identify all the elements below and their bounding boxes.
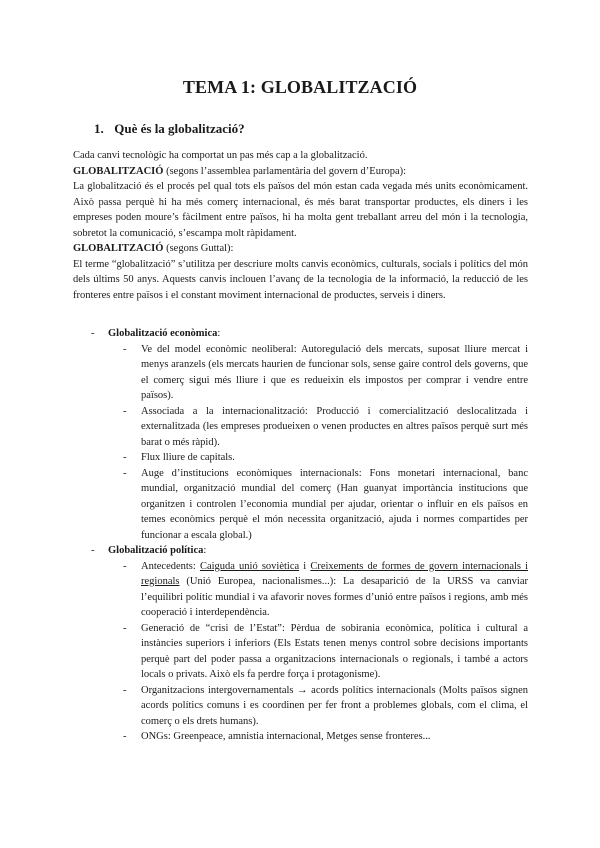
definition-2-text: El terme “globalització” s’utilitza per descriure molts canvis econòmics, culturals, socials i polítics del món dels últims 50 anys. Aquests canvis inclouen l’avanç de la tecnologia de la informació, la reducció de les fronteres entre països i el constant moviment internacional de productes, serveis i diners. xyxy=(73,258,528,301)
list-item xyxy=(108,729,528,745)
section-heading xyxy=(94,121,245,137)
list-item xyxy=(108,559,528,621)
list-item-text: Auge d’institucions econòmiques internacionals: Fons monetari internacional, banc mundial, organització mundial del comerç (Han guanyat importància institucions que organitzen i controlen l’economia mundial per ajudar, orientar o influir en els països en temes econòmics perquè el món necessita organització, ajuda i normes compartides per funcionar a escala global.) xyxy=(141,467,528,541)
connector-text: i xyxy=(299,560,311,572)
definition-source: (segons l’assemblea parlamentària del govern d’Europa): xyxy=(163,165,407,177)
underlined-term: Caiguda unió soviètica xyxy=(199,560,300,572)
item-dash: - xyxy=(123,467,127,479)
definition-source: (segons Guttal): xyxy=(163,243,234,254)
economic-section xyxy=(73,326,528,543)
definition-term: GLOBALITZACIÓ xyxy=(73,243,164,254)
item-dash: - xyxy=(123,560,127,572)
item-dash: - xyxy=(123,731,127,742)
underlined-term: Creixements de formes de govern internacionals i regionals xyxy=(141,560,529,587)
item-dash: - xyxy=(123,405,127,417)
item-dash: - xyxy=(123,622,127,634)
sections-block xyxy=(73,326,528,745)
section-dash: - xyxy=(91,328,95,339)
definition-1-text: La globalització és el procés pel qual tots els països del món estan cada vegada més units econòmicament. Això passa perquè hi ha més comerç internacional, és més barat transportar productes, els diners i les empreses poden moure’s fàcilment entre països, hi ha molta gent treballant arreu del món i la tecnologia, sobretot la comunicació, s’escampa molt ràpidament. xyxy=(73,181,528,239)
item-dash: - xyxy=(123,452,127,463)
list-item xyxy=(108,450,528,466)
list-item-text: Organitzacions intergovernamentals → acords polítics internacionals (Molts països signen acords polítics comuns i es coordinen per fer front a problemes globals, com el clima, el comerç o els drets humans). xyxy=(141,684,528,727)
economic-title: Globalització econòmica xyxy=(108,328,218,339)
economic-title-line xyxy=(108,326,528,342)
list-item xyxy=(108,621,528,683)
section-heading-text: Què és la globalització? xyxy=(114,121,245,136)
intro-block xyxy=(73,148,528,303)
political-title: Globalització política xyxy=(108,545,204,556)
list-item-text: Generació de “crisi de l’Estat”: Pèrdua de sobirania econòmica, política i cultural a instàncies superiors i inferiors (Els Estats tenen menys control sobre decisions importants perquè part del poder passa a organitzacions internacionals o regionals, i també a actors locals o privats. Això els fa perdre força i protagonisme). xyxy=(141,622,528,680)
political-list xyxy=(108,559,528,745)
list-item xyxy=(108,342,528,404)
list-item-text: Associada a la internacionalització: Producció i comercialització deslocalitzada i externalitzada (les empreses produeixen o venen productes en altres països perquè surt més barat o més ràpid). xyxy=(141,405,528,448)
list-item-text: Flux lliure de capitals. xyxy=(141,452,235,463)
title-colon: : xyxy=(203,545,207,556)
item-dash: - xyxy=(123,684,127,696)
definition-1-header xyxy=(73,164,528,180)
antecedents-rest: (Unió Europea, nacionalismes...): La desaparició de la URSS va canviar l’equilibri polític mundial i va afavorir noves formes d’unió entre països i regions, amb més cooperació i interdependència. xyxy=(141,576,528,618)
list-item xyxy=(108,404,528,451)
definition-term: GLOBALITZACIÓ xyxy=(73,165,164,177)
item-dash: - xyxy=(123,343,127,355)
antecedents-prefix: Antecedents: xyxy=(141,560,200,572)
list-item-text: ONGs: Greenpeace, amnistia internacional, Metges sense fronteres... xyxy=(141,731,431,742)
list-item xyxy=(108,466,528,544)
section-number: 1. xyxy=(94,121,104,136)
intro-line: Cada canvi tecnològic ha comportat un pas més cap a la globalització. xyxy=(73,150,368,161)
section-dash: - xyxy=(91,545,95,556)
title-colon: : xyxy=(217,328,221,339)
list-item xyxy=(108,683,528,730)
page-title: TEMA 1: GLOBALITZACIÓ xyxy=(182,77,418,97)
political-title-line xyxy=(108,543,528,559)
definition-2-header xyxy=(73,241,528,257)
list-item-text: Ve del model econòmic neoliberal: Autoregulació dels mercats, suposat lliure mercat i menys aranzels (els mercats haurien de funcionar sols, sense gaire control dels governs, que el comerç sigui més lliure i que es redueixin els impostos per comprar i vendre entre països). xyxy=(141,343,528,401)
economic-list xyxy=(108,342,528,544)
political-section xyxy=(73,543,528,745)
